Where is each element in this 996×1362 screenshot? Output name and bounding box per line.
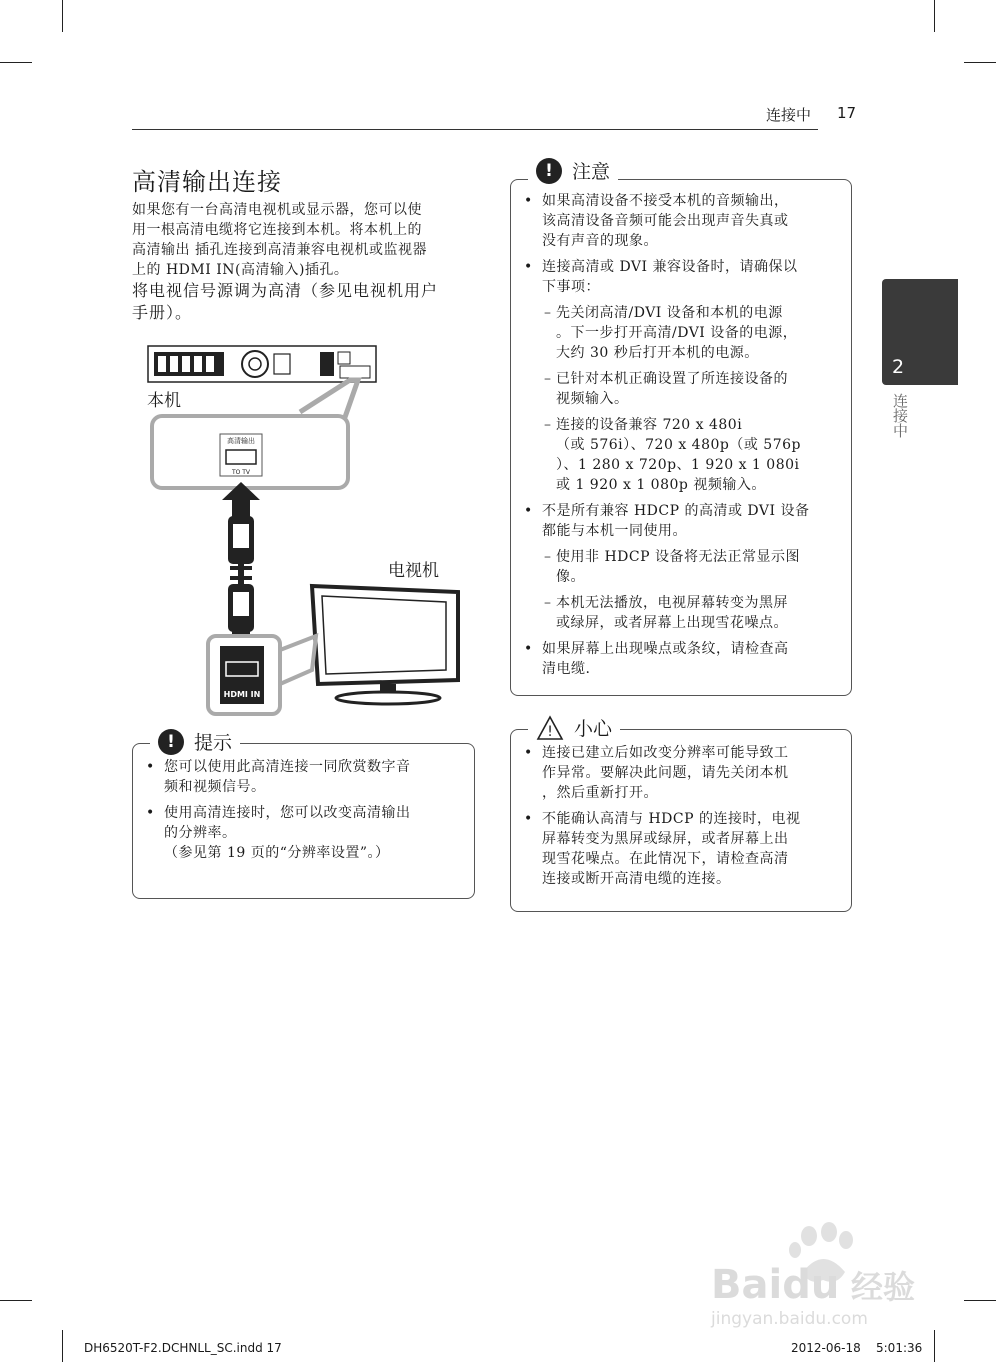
- port-label: 高清输出: [227, 437, 255, 445]
- page-number: 17: [837, 104, 857, 122]
- note-heading: [528, 157, 618, 184]
- chapter-label: 连接中: [891, 393, 909, 438]
- list-item: • 如果高清设备不接受本机的音频输出， 该高清设备音频可能会出现声音失真或 没有声音的现象。: [510, 191, 850, 251]
- intro-line: 上的 HDMI IN(高清输入)插孔。: [132, 262, 349, 278]
- warning-icon-glyph: !: [547, 723, 553, 740]
- footer-time: 5:01:36: [876, 1341, 923, 1355]
- caution-heading: [528, 714, 620, 741]
- tv-label: 电视机: [388, 561, 439, 581]
- crop-mark: [934, 1330, 935, 1362]
- unit-label: 本机: [147, 391, 181, 411]
- section-title: 高清输出连接: [132, 168, 282, 196]
- unit-rear-panel: [148, 346, 376, 382]
- hdmi-connection-diagram: [140, 340, 480, 720]
- intro-line: 高清输出 插孔连接到高清兼容电视机或监视器: [132, 242, 427, 258]
- watermark-brand: Baidu: [711, 1262, 840, 1308]
- list-item: • 您可以使用此高清连接一同欣赏数字音 频和视频信号。: [132, 757, 473, 797]
- list-item: • 如果屏幕上出现噪点或条纹，请检查高 清电缆.: [510, 639, 850, 679]
- watermark-url: jingyan.baidu.com: [711, 1309, 868, 1329]
- crop-mark: [934, 0, 935, 32]
- caution-title: 小心: [574, 718, 613, 740]
- crop-mark: [964, 62, 996, 63]
- tip-title: 提示: [194, 732, 233, 754]
- list-subitem: – 先关闭高清/DVI 设备和本机的电源 。下一步打开高清/DVI 设备的电源， 大约 30 秒后打开本机的电源。: [510, 303, 850, 363]
- caution-list: [510, 743, 850, 895]
- tip-heading: [150, 728, 240, 755]
- header-rule: [132, 129, 818, 130]
- crop-mark: [964, 1300, 996, 1301]
- list-subitem: – 本机无法播放，电视屏幕转变为黑屏 或绿屏，或者屏幕上出现雪花噪点。: [510, 593, 850, 633]
- watermark-brand-cn: 经验: [851, 1268, 916, 1306]
- tip-list: [132, 757, 473, 869]
- list-subitem: – 已针对本机正确设置了所连接设备的 视频输入。: [510, 369, 850, 409]
- port-sub-label: TO TV: [231, 469, 251, 476]
- intro-line: 将电视信号源调为高清（参见电视机用户: [132, 281, 439, 300]
- tv-illustration: [312, 586, 458, 704]
- intro-line: 如果您有一台高清电视机或显示器，您可以使: [132, 202, 422, 218]
- exclamation-icon: !: [536, 158, 562, 184]
- intro-line: 手册）。: [132, 303, 193, 322]
- list-item: • 使用高清连接时，您可以改变高清输出 的分辨率。 （参见第 19 页的“分辨率设置”。）: [132, 803, 473, 863]
- intro-line: 用一根高清电缆将它连接到本机。将本机上的: [132, 222, 422, 238]
- baidu-watermark: [705, 1210, 935, 1330]
- crop-mark: [62, 0, 63, 32]
- note-title: 注意: [572, 161, 611, 183]
- list-item: • 不是所有兼容 HDCP 的高清或 DVI 设备 都能与本机一同使用。: [510, 501, 850, 541]
- crop-mark: [62, 1330, 63, 1362]
- hdmi-in-label: HDMI IN: [223, 690, 261, 699]
- list-item: • 不能确认高清与 HDCP 的连接时，电视 屏幕转变为黑屏或绿屏，或者屏幕上出 现雪花噪点。在此情况下，请检查高清 连接或断开高清电缆的连接。: [510, 809, 850, 889]
- note-list: [510, 191, 850, 685]
- footer-filename: DH6520T-F2.DCHNLL_SC.indd 17: [84, 1341, 282, 1355]
- footer-date: 2012-06-18: [791, 1341, 861, 1355]
- list-item: • 连接高清或 DVI 兼容设备时，请确保以 下事项：: [510, 257, 850, 297]
- crop-mark: [0, 62, 32, 63]
- running-header-section: 连接中: [766, 106, 812, 124]
- list-subitem: – 连接的设备兼容 720 x 480i （或 576i）、720 x 480p（或 576p ）、1 280 x 720p、1 920 x 1 080i 或 1 920 x 1 080p 视频输入。: [510, 415, 850, 495]
- chapter-number: 2: [892, 356, 905, 378]
- warning-triangle-icon: [536, 715, 564, 741]
- list-item: • 连接已建立后如改变分辨率可能导致工 作异常。要解决此问题，请先关闭本机 ，然后重新打开。: [510, 743, 850, 803]
- list-subitem: – 使用非 HDCP 设备将无法正常显示图 像。: [510, 547, 850, 587]
- exclamation-icon: !: [158, 729, 184, 755]
- crop-mark: [0, 1300, 32, 1301]
